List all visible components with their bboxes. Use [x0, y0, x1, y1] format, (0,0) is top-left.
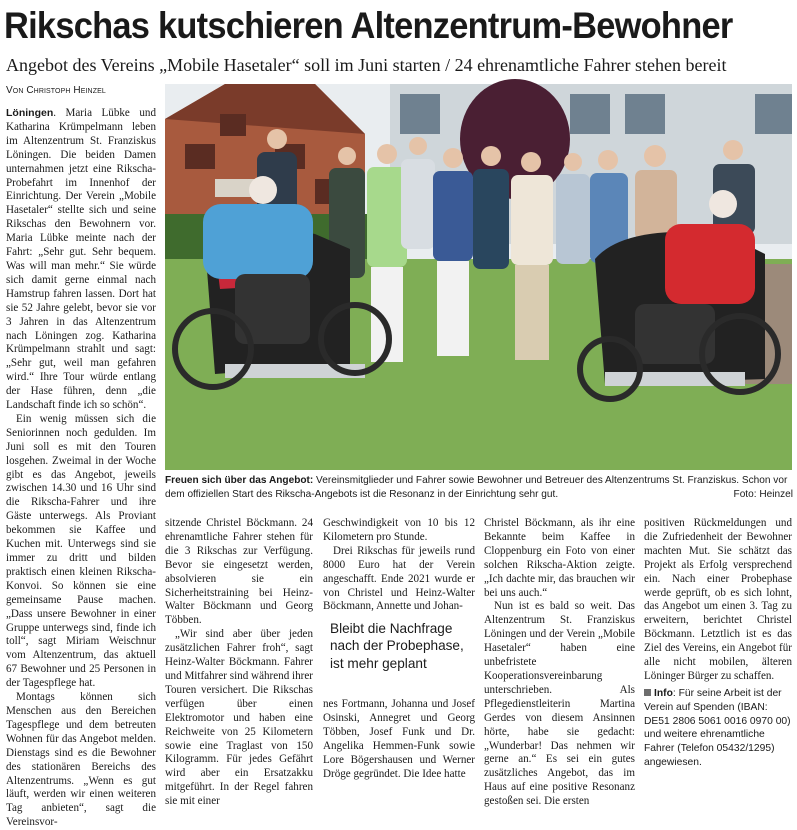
info-label: Info — [654, 688, 673, 699]
paragraph: Montags können sich Menschen aus den Bereichen Tagespflege und dem betreuten Wohnen für das Angebot melden. Dienstags sind es die Bewohner des stationären Bereichs des Altenzentrums. „Wenn es gut läuft, werden wir einen weiteren Tag anbieten“, sagt die Vereinsvor- — [6, 691, 156, 829]
caption-lead: Freuen sich über das Angebot: — [165, 475, 314, 486]
paragraph-text: . Maria Lübke und Katharina Krümpelmann leben im Altenzentrum St. Franziskus Löningen. Die beiden Damen unternahmen jetzt eine Rikscha-Probefahrt im Innenhof der Einrichtung. Der Verein „Mobile Hasetaler“ stellte sich und seine Rikschas den Bewohnern vor. Maria Lübke meinte nach der Fahrt: „Sehr gut. Sehr bequem. Was will man mehr.“ Sie würde sich damit gerne einmal nach Hamstrup fahren lassen. Dort hat sie 52 Jahre gelebt, bevor sie vor 3 Jahren in das Altenzentrum nach Löningen zog. Katharina Krümpelmann strahlt und sagt: „Sehr gut, weil man gefahren wird.“ Ihre Tour würde entlang der Hase führen, denn „die Landschaft finde ich so schön“. — [6, 107, 156, 412]
paragraph: Ein wenig müssen sich die Seniorinnen noch gedulden. Im Juni soll es mit den Touren losgehen. Zweimal in der Woche gibt es das Angebot, jeweils zwischen 14.30 und 16 Uhr sind die Rikscha-Fahrer und ihre Gäste unterwegs. Als Proviant bekommen sie Kaffee und Kuchen mit. Unterwegs sind sie immer zu dritt und bilden praktisch einen kleinen Rikscha-Konvoi. So können sie eine gemeinsame Pause machen. „Dass unsere Bewohner in einer Gruppe unterwegs sind, finde ich toll“, sagt Miriam Weischnur vom Altenzentrum, das aktuell 67 Bewohner und 25 Personen in der Tagespflege hat. — [6, 412, 156, 690]
photo-illustration — [165, 84, 792, 470]
byline-author: Christoph Heinzel — [26, 85, 106, 96]
paragraph: „Wir sind aber über jeden zusätzlichen Fahrer froh“, sagt Heinz-Walter Böckmann. Fahrer und Mitfahrer sind während ihrer Touren versichert. Die Rikschas verfügen über einen Elektromotor und haben eine Reichweite von 25 Kilometern sowie eine Traglast von 150 Kilogramm. Für jedes Gefährt wird aber ein Ersatzakku mitgeführt. In der Regel fahren sie mit einer — [165, 628, 313, 808]
byline — [6, 85, 156, 96]
photo-credit: Foto: Heinzel — [733, 489, 793, 500]
paragraph: sitzende Christel Böckmann. 24 ehrenamtliche Fahrer stehen für die 3 Rikschas zur Verfügung. Bevor sie eingesetzt werden, absolvieren sie ein Sicherheitstraining bei Heinz-Walter Böckmann und Georg Többen. — [165, 517, 313, 627]
info-box — [644, 687, 792, 770]
dateline: Löningen — [6, 107, 54, 119]
article-photo — [165, 84, 792, 470]
paragraph: Christel Böckmann, als ihr eine Bekannte beim Kaffee in Cloppenburg ein Foto von einer solchen Rikscha-Aktion zeigte. „Ich dachte mir, das brauchen wir bei uns auch.“ — [484, 517, 635, 599]
article-column-5 — [644, 517, 792, 684]
info-square-icon — [644, 689, 651, 696]
subheadline: Angebot des Vereins „Mobile Hasetaler“ soll im Juni starten / 24 ehrenamtliche Fahrer stehen bereit — [6, 55, 727, 75]
photo-caption — [165, 474, 793, 502]
info-text: : Für seine Arbeit ist der Verein auf Spenden (IBAN: DE51 2806 5061 0016 0970 00) und weitere ehrenamtliche Fahrer (Telefon 05432/1295) angewiesen. — [644, 688, 791, 768]
byline-prefix: Von — [6, 85, 27, 96]
headline: Rikschas kutschieren Altenzentrum-Bewohner — [4, 5, 733, 46]
pull-quote: Bleibt die Nachfrage nach der Probephase, ist mehr geplant — [330, 621, 464, 671]
paragraph: Geschwindigkeit von 10 bis 12 Kilometern pro Stunde. — [323, 517, 475, 543]
paragraph: Nun ist es bald so weit. Das Altenzentrum St. Franziskus Löningen und der Verein „Mobile Hasetaler“ haben eine unbefristete Kooperationsvereinbarung unterschrieben. Als Pflegedienstleiterin Martina Gerdes von diesem Ansinnen hörte, habe sie gedacht: „Wunderbar! Das nehmen wir gerne an.“ Es sei ein gutes zusätzliches Angebot, das im Haus auf eine positive Resonanz gestoßen sei. Die ersten — [484, 600, 635, 808]
caption-text: Vereinsmitglieder und Fahrer sowie Bewohner und Betreuer des Altenzentrums St. Franziskus. Schon vor dem offiziellen Start des Rikscha-Angebots ist die Resonanz in der Einrichtung sehr gut. — [165, 475, 788, 500]
paragraph: Drei Rikschas für jeweils rund 8000 Euro hat der Verein angeschafft. Ende 2021 wurde er von Christel und Heinz-Walter Böckmann, Annette und Johan- — [323, 544, 475, 613]
article-column-2 — [165, 517, 313, 809]
article-column-1 — [6, 107, 156, 830]
paragraph — [6, 107, 156, 413]
paragraph: nes Fortmann, Johanna und Josef Osinski, Annegret und Georg Többen, Josef Funk und Dr. Angelika Hemmen-Funk sowie Lore Bögershausen und Werner Dröge gegründet. Die Idee hatte — [323, 698, 475, 780]
article-column-4 — [484, 517, 635, 809]
paragraph: positiven Rückmeldungen und die Zufriedenheit der Bewohner machten Mut. Sie schätzt das Projekt als Erfolg versprechend ein. Nach einer Probephase werde geprüft, ob es sich lohnt, das Angebot um einen 3. Tag zu erweitern, berichtet Christel Böckmann. Letztlich ist es das Ziel des Vereins, ein Angebot für alle nicht mobilen, älteren Löninger Bürger zu schaffen. — [644, 517, 792, 682]
